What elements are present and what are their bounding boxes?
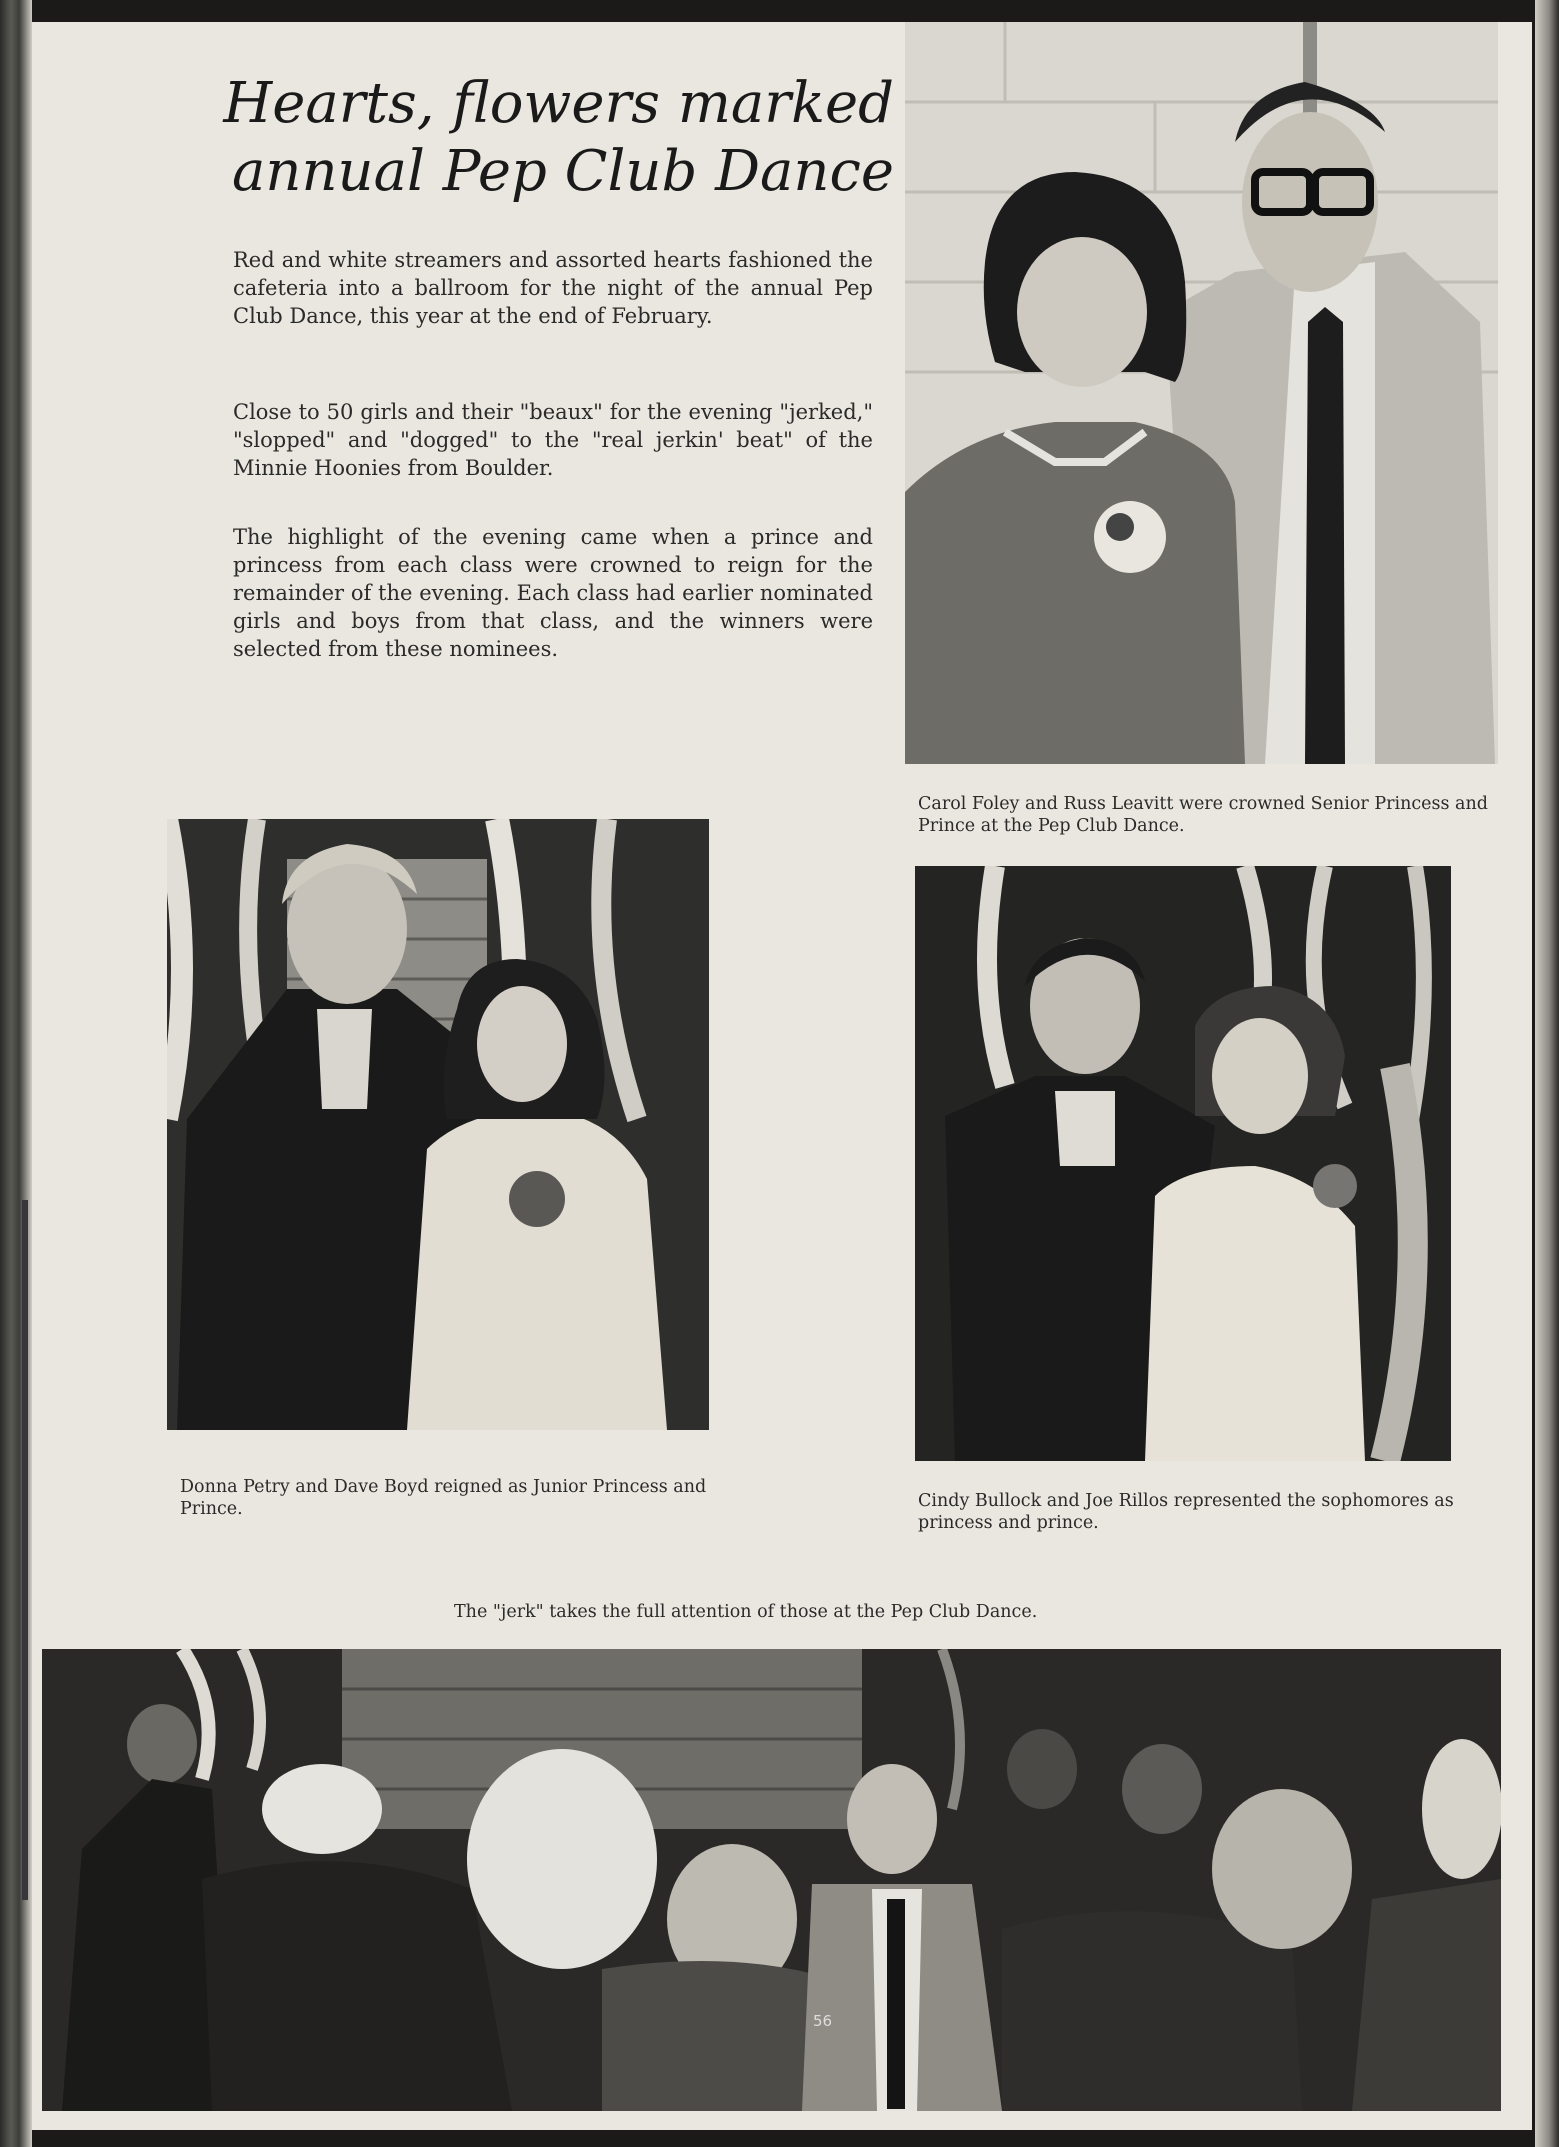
- senior-caption: Carol Foley and Russ Leavitt were crowned Senior Princess and Prince at the Pep Club Dance.: [918, 794, 1488, 836]
- binding-tape: [22, 1200, 28, 1900]
- page-number: 56: [813, 2012, 833, 2030]
- article-paragraph-2: Close to 50 girls and their "beaux" for the evening "jerked," "slopped" and "dogged" to the "real jerkin' beat" of the Minnie Hoonies from Boulder.: [233, 400, 873, 480]
- senior-royalty-photo: [905, 22, 1498, 764]
- page-right-edge: [1535, 0, 1559, 2147]
- article-paragraph-1: Red and white streamers and assorted hearts fashioned the cafeteria into a ballroom for the night of the annual Pep Club Dance, this year at the end of February.: [233, 248, 873, 328]
- sophomore-caption: Cindy Bullock and Joe Rillos represented the sophomores as princess and prince.: [918, 1491, 1454, 1533]
- junior-caption: Donna Petry and Dave Boyd reigned as Junior Princess and Prince.: [180, 1477, 707, 1519]
- junior-royalty-photo: [167, 819, 709, 1430]
- dance-floor-photo: [42, 1649, 1501, 2111]
- article-paragraph-3: The highlight of the evening came when a prince and princess from each class were crowned to reign for the remainder of the evening. Each class had earlier nominated girls and boys from that class, and the winners were selected from these nominees.: [233, 525, 873, 661]
- dance-caption: The "jerk" takes the full attention of those at the Pep Club Dance.: [454, 1602, 1038, 1622]
- sophomore-royalty-photo: [915, 866, 1451, 1461]
- article-title: Hearts, flowers marked annual Pep Club Dance: [223, 71, 894, 204]
